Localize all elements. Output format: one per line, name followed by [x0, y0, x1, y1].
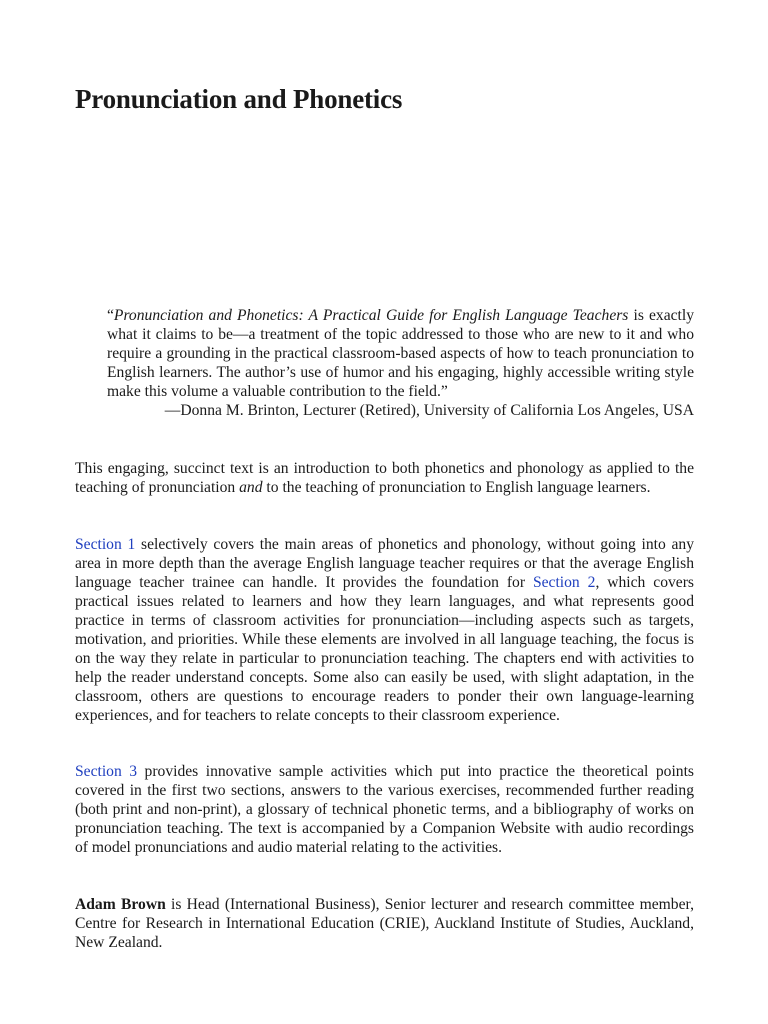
author-bio-text: is Head (International Business), Senior lecturer and research committee member, Centre for Research in International Education (CRIE), Auckland Institute of Studies, Auckland, New Zealand. — [75, 896, 694, 951]
intro-paragraph — [75, 459, 694, 497]
section-2-link[interactable]: Section 2 — [532, 574, 596, 591]
quote-book-title: Pronunciation and Phonetics: A Practical Guide for English Language Teachers — [113, 307, 629, 324]
endorsement-quote — [107, 306, 694, 420]
section-1-link[interactable]: Section 1 — [75, 536, 136, 553]
intro-text-before: This engaging, succinct text is an introduction to both phonetics and phonology as applied to the teaching of pronunciation — [75, 460, 694, 496]
section3-paragraph — [75, 762, 694, 857]
author-name: Adam Brown — [75, 896, 166, 913]
quote-body: is exactly what it claims to be—a treatment of the topic addressed to those who are new to it and who require a grounding in the practical classroom-based aspects of how to teach pronunciation to English learners. The author’s use of humor and his engaging, highly accessible writing style make this volume a valuable contribution to the field.” — [107, 307, 694, 400]
intro-emphasis: and — [239, 479, 263, 496]
quote-open-mark: “ — [107, 307, 114, 324]
author-bio — [75, 895, 694, 952]
intro-text-after: to the teaching of pronunciation to English language learners. — [262, 479, 651, 496]
section1-text: selectively covers the main areas of phonetics and phonology, without going into any area in more depth than the average English language teacher requires or that the average English language teacher trainee can handle. It provides the foundation for — [75, 536, 694, 591]
page-title: Pronunciation and Phonetics — [75, 84, 403, 114]
section2-text: , which covers practical issues related to learners and how they learn languages, and what represents good practice in terms of classroom activities for pronunciation—including aspects such as targets, motivation, and priorities. While these elements are involved in all language teaching, the focus is on the way they relate in particular to pronunciation teaching. The chapters end with activities to help the reader understand concepts. Some also can easily be used, with slight adaptation, in the classroom, others are questions to encourage readers to ponder their own language-learning experiences, and for teachers to relate concepts to their classroom experience. — [75, 574, 694, 724]
section3-text: provides innovative sample activities which put into practice the theoretical points covered in the first two sections, answers to the various exercises, recommended further reading (both print and non-print), a glossary of technical phonetic terms, and a bibliography of works on pronunciation teaching. The text is accompanied by a Companion Website with audio recordings of model pronunciations and audio material relating to the activities. — [75, 763, 694, 856]
section1-paragraph — [75, 535, 694, 725]
quote-attribution: —Donna M. Brinton, Lecturer (Retired), University of California Los Angeles, USA — [164, 402, 694, 419]
quote-text — [107, 306, 694, 401]
section-3-link[interactable]: Section 3 — [75, 763, 138, 780]
